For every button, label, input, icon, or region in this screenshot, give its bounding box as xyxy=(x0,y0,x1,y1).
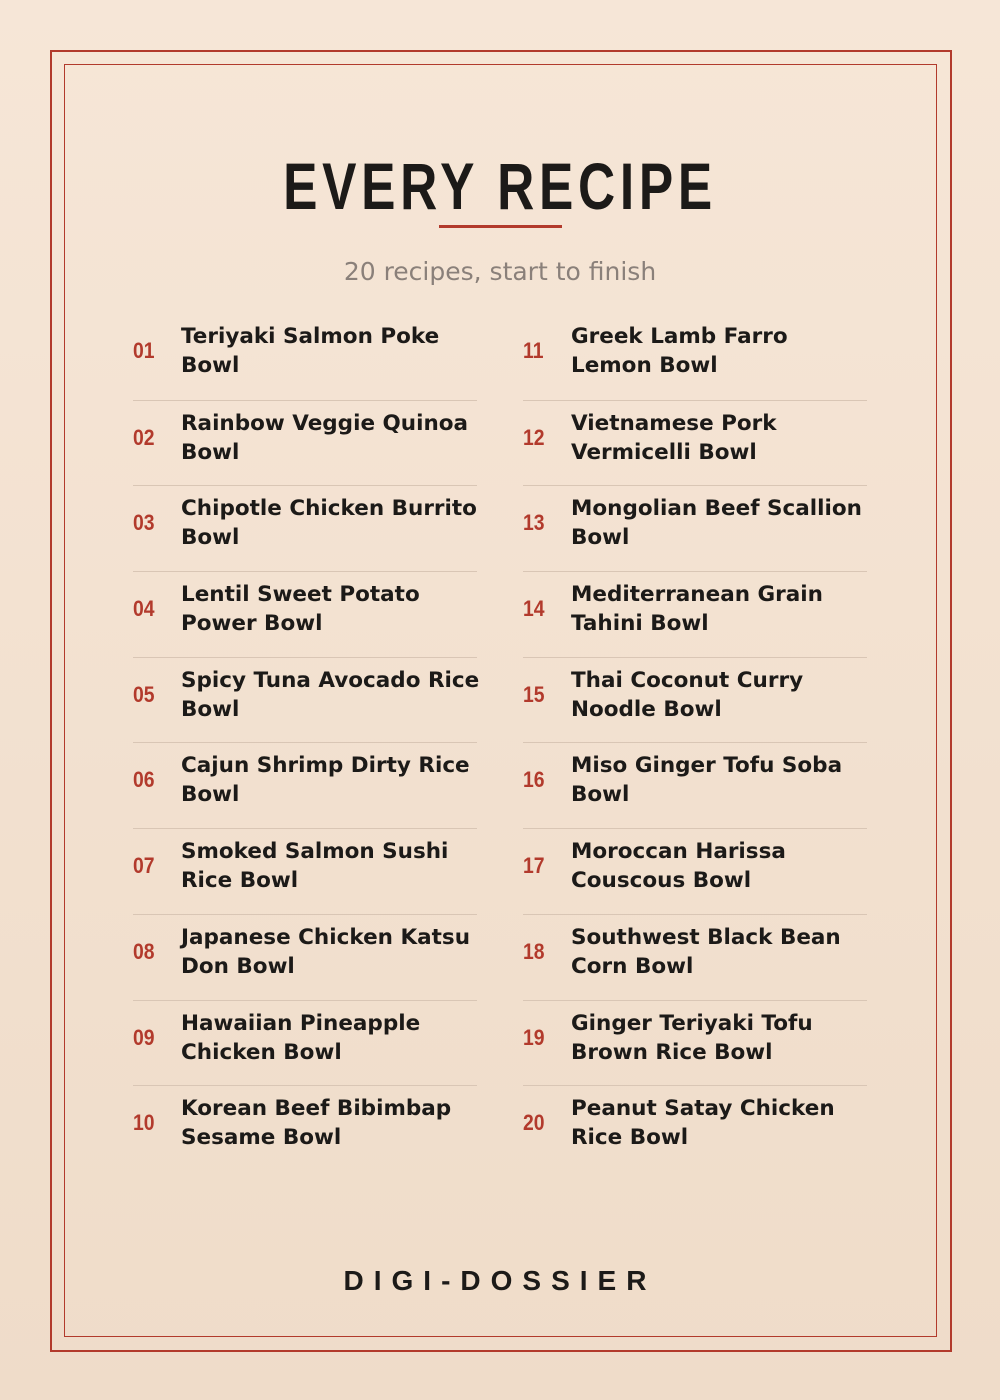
recipe-number: 11 xyxy=(523,338,544,363)
recipe-name: Korean Beef Bibimbap Sesame Bowl xyxy=(181,1096,452,1151)
recipe-list-left xyxy=(133,314,480,1171)
recipe-item xyxy=(523,314,867,400)
recipe-name: Southwest Black Bean Corn Bowl xyxy=(571,924,841,979)
recipe-number: 14 xyxy=(523,596,545,622)
recipe-name: Vietnamese Pork Vermicelli Bowl xyxy=(571,410,777,465)
brand-wordmark: DIGI-DOSSIER xyxy=(343,1265,657,1296)
recipe-name: Spicy Tuna Avocado Rice Bowl xyxy=(181,667,480,722)
recipe-item xyxy=(133,1085,477,1171)
recipe-number: 02 xyxy=(133,424,155,450)
recipe-number: 18 xyxy=(523,938,545,964)
recipe-name: Ginger Teriyaki Tofu Brown Rice Bowl xyxy=(571,1010,813,1065)
recipe-name: Japanese Chicken Katsu Don Bowl xyxy=(181,924,471,979)
recipe-number: 17 xyxy=(523,853,545,879)
recipe-name: Teriyaki Salmon Poke Bowl xyxy=(181,324,440,378)
recipe-item xyxy=(133,828,477,914)
recipe-name: Greek Lamb Farro Lemon Bowl xyxy=(571,324,788,378)
recipe-item xyxy=(133,657,480,743)
recipe-number: 15 xyxy=(523,681,545,707)
recipe-number: 03 xyxy=(133,510,155,536)
recipe-name: Mediterranean Grain Tahini Bowl xyxy=(571,582,823,637)
recipe-number: 04 xyxy=(133,596,155,622)
recipe-item xyxy=(523,657,867,743)
recipe-item xyxy=(133,571,477,657)
recipe-name: Lentil Sweet Potato Power Bowl xyxy=(181,582,420,637)
recipe-name: Moroccan Harissa Couscous Bowl xyxy=(571,839,786,894)
recipe-number: 10 xyxy=(133,1110,155,1136)
recipe-number: 08 xyxy=(133,938,155,964)
page-subtitle: 20 recipes, start to finish xyxy=(343,257,657,286)
recipe-item xyxy=(523,571,867,657)
recipe-name: Miso Ginger Tofu Soba Bowl xyxy=(571,753,843,808)
recipe-item xyxy=(523,914,867,1000)
recipe-item xyxy=(133,742,477,828)
title-underline xyxy=(439,225,562,228)
recipe-number: 19 xyxy=(523,1024,545,1050)
recipe-item xyxy=(133,485,477,571)
recipe-item xyxy=(523,828,867,914)
recipe-item xyxy=(133,914,477,1000)
recipe-name: Thai Coconut Curry Noodle Bowl xyxy=(571,667,804,722)
recipe-name: Rainbow Veggie Quinoa Bowl xyxy=(181,410,469,465)
recipe-number: 06 xyxy=(133,767,155,793)
recipe-number: 13 xyxy=(523,510,545,536)
recipe-list-right xyxy=(523,314,867,1171)
recipe-name: Smoked Salmon Sushi Rice Bowl xyxy=(181,839,449,894)
recipe-number: 01 xyxy=(133,338,155,363)
recipe-name: Cajun Shrimp Dirty Rice Bowl xyxy=(181,753,470,808)
recipe-number: 09 xyxy=(133,1024,155,1050)
recipe-name: Chipotle Chicken Burrito Bowl xyxy=(181,496,477,551)
recipe-number: 05 xyxy=(133,681,155,707)
page-title: EVERY RECIPE xyxy=(283,149,717,223)
recipe-number: 12 xyxy=(523,424,545,450)
recipe-item xyxy=(133,314,477,400)
recipe-item xyxy=(523,485,867,571)
recipe-item xyxy=(523,400,867,486)
recipe-number: 20 xyxy=(523,1110,545,1136)
recipe-item xyxy=(133,1000,477,1086)
recipe-name: Hawaiian Pineapple Chicken Bowl xyxy=(181,1010,421,1065)
recipe-item xyxy=(523,742,867,828)
recipe-item xyxy=(523,1000,867,1086)
recipe-item xyxy=(133,400,477,486)
recipe-item xyxy=(523,1085,867,1171)
recipe-name: Mongolian Beef Scallion Bowl xyxy=(571,496,862,551)
recipe-number: 16 xyxy=(523,767,545,793)
recipe-name: Peanut Satay Chicken Rice Bowl xyxy=(571,1096,835,1151)
recipe-number: 07 xyxy=(133,853,155,879)
